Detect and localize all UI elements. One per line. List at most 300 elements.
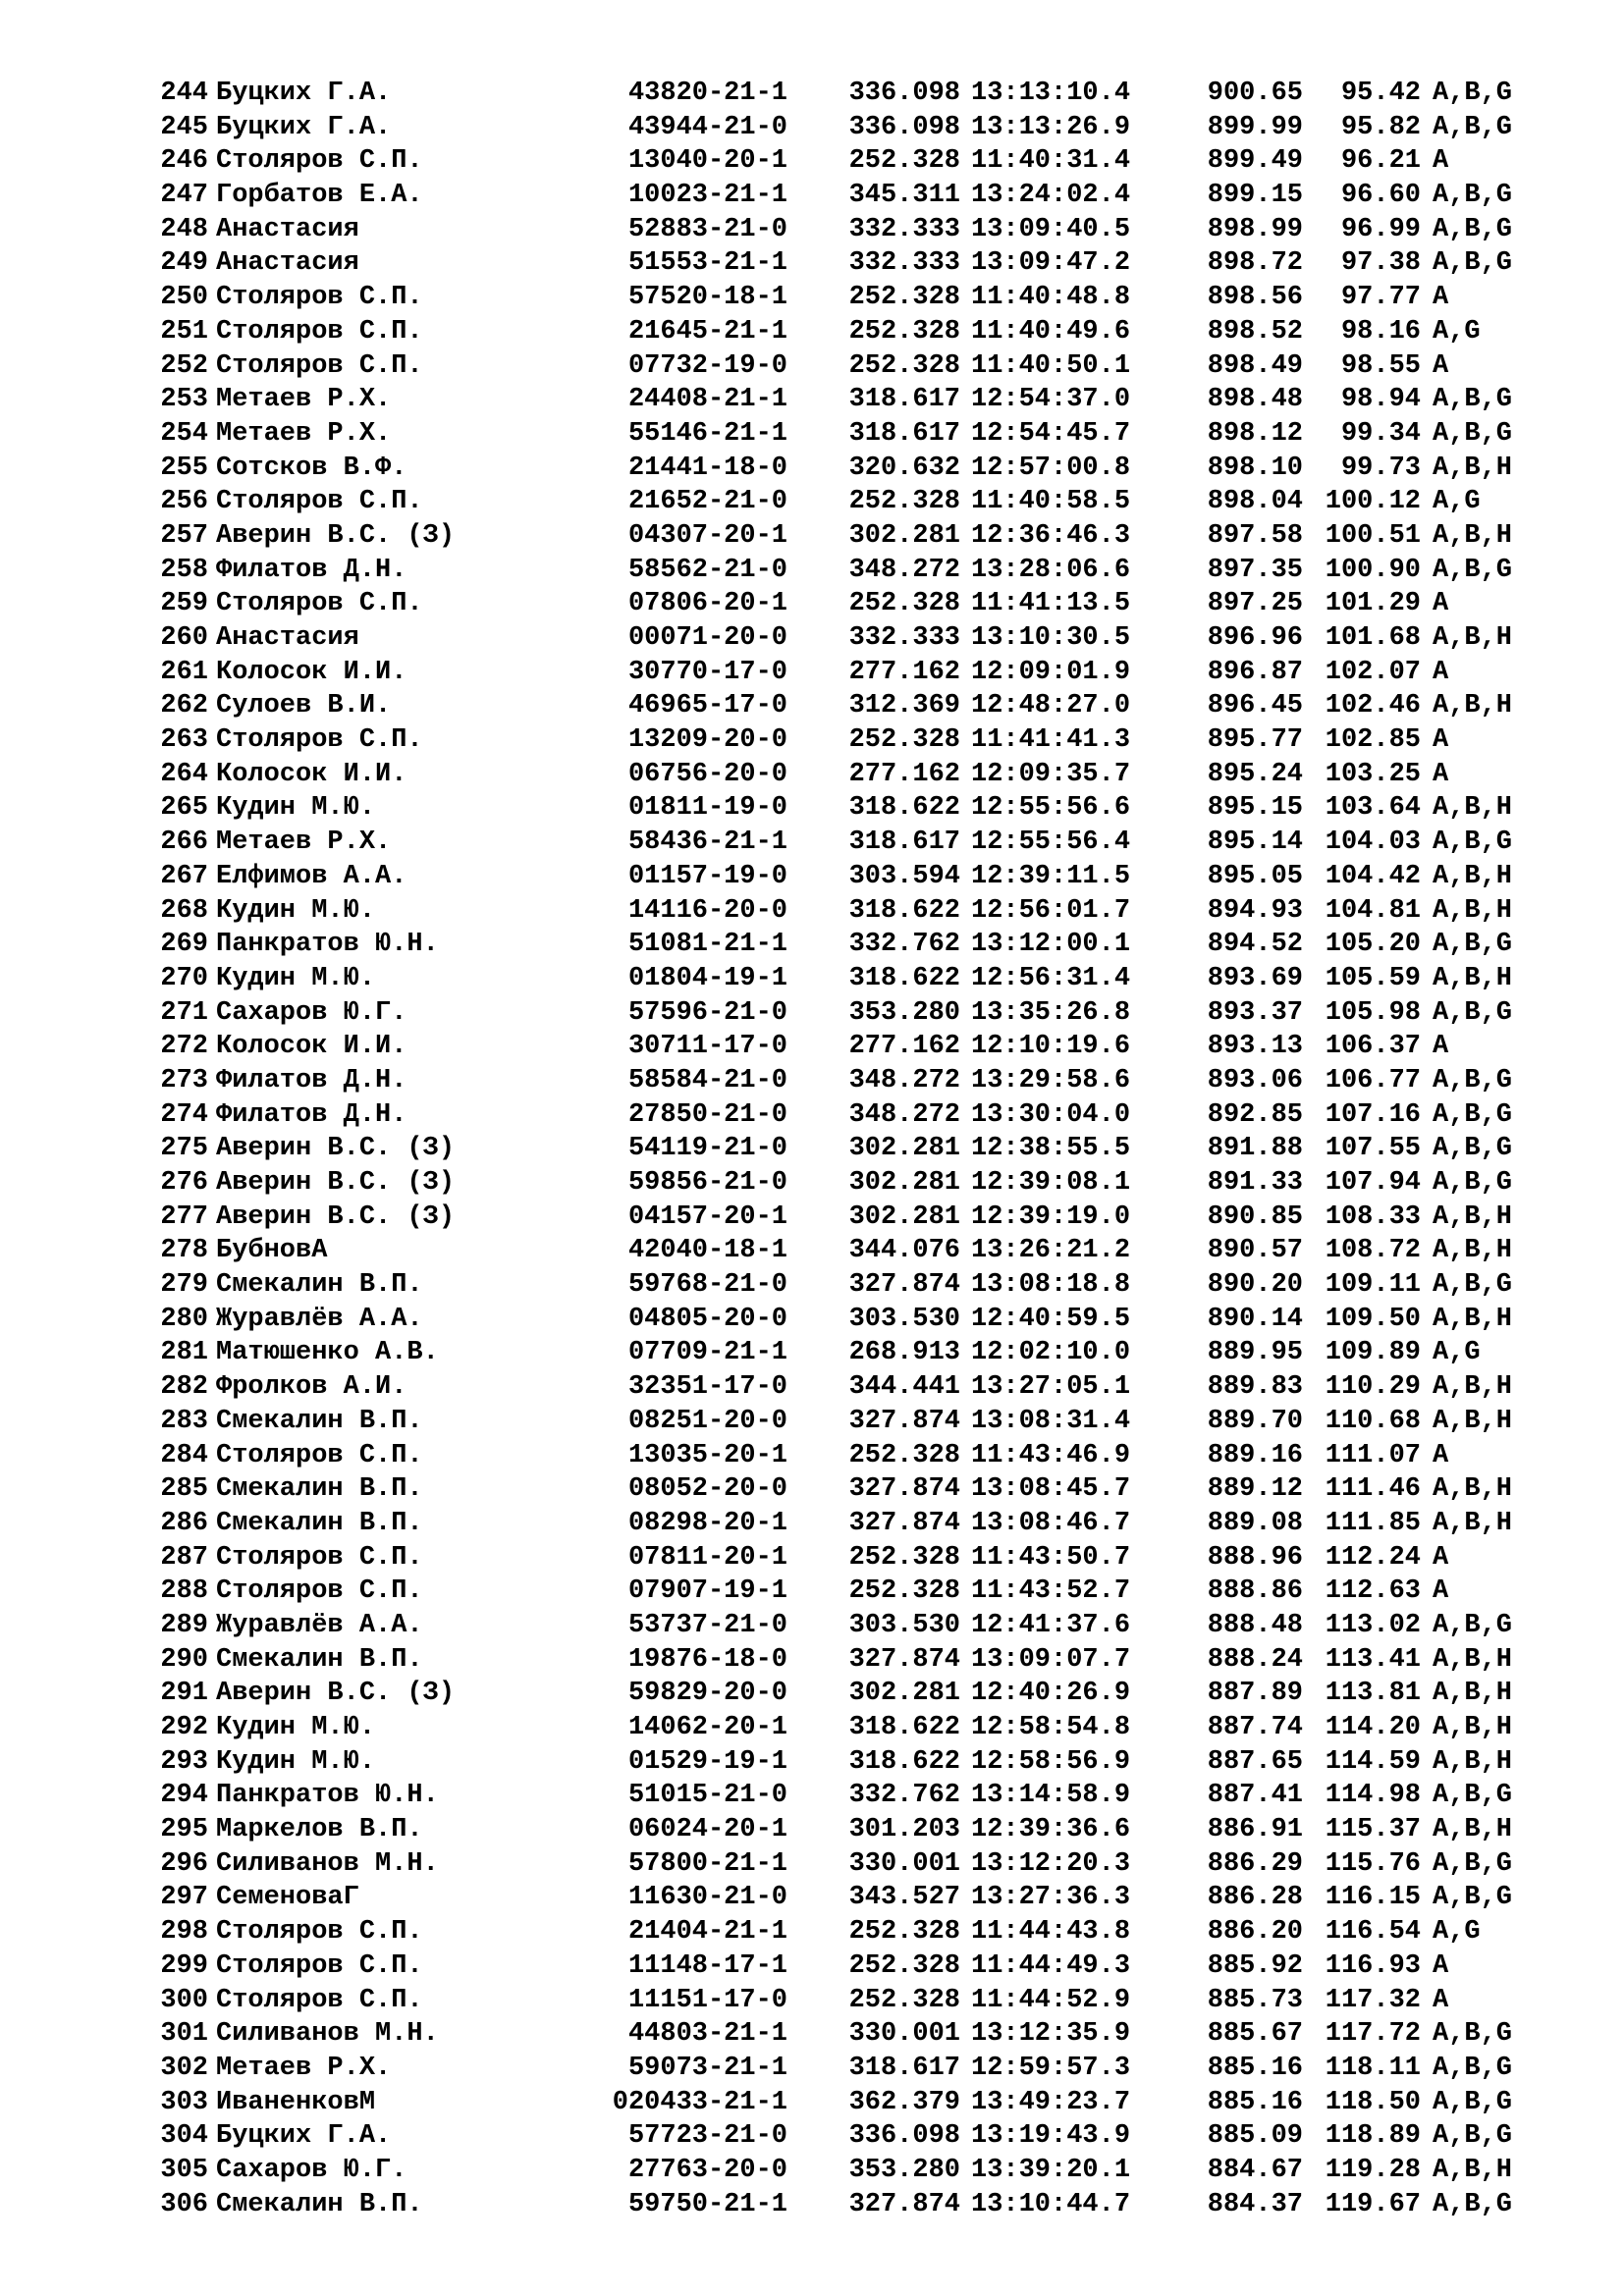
categories-cell: A,B,G <box>1433 418 1513 449</box>
place-cell: 248 <box>160 214 208 244</box>
place-cell: 288 <box>160 1576 208 1607</box>
name-cell: Сулоев В.И. <box>216 691 392 721</box>
ring-number-cell: 10023-21-1 <box>627 181 787 211</box>
arrival-time-cell: 13:35:26.8 <box>971 997 1131 1028</box>
categories-cell: A,B,H <box>1433 623 1513 653</box>
name-cell: Колосок И.И. <box>216 1032 407 1062</box>
categories-cell: A,B,H <box>1433 895 1513 926</box>
distance-cell: 252.328 <box>848 1542 960 1573</box>
coefficient-cell: 118.11 <box>1325 2053 1421 2083</box>
place-cell: 260 <box>160 623 208 653</box>
ring-number-cell: 01157-19-0 <box>627 861 787 891</box>
arrival-time-cell: 11:43:50.7 <box>971 1542 1131 1573</box>
ring-number-cell: 21645-21-1 <box>627 316 787 347</box>
categories-cell: A <box>1433 350 1449 381</box>
distance-cell: 302.281 <box>848 520 960 551</box>
ring-number-cell: 07811-20-1 <box>627 1542 787 1573</box>
place-cell: 259 <box>160 589 208 619</box>
name-cell: Силиванов М.Н. <box>216 2019 439 2050</box>
place-cell: 305 <box>160 2155 208 2185</box>
arrival-time-cell: 13:08:45.7 <box>971 1474 1131 1505</box>
categories-cell: A <box>1433 657 1449 687</box>
speed-cell: 886.91 <box>1207 1815 1303 1845</box>
arrival-time-cell: 13:19:43.9 <box>971 2121 1131 2152</box>
distance-cell: 332.333 <box>848 248 960 279</box>
ring-number-cell: 59856-21-0 <box>627 1168 787 1198</box>
categories-cell: A,G <box>1433 487 1481 517</box>
ring-number-cell: 07709-21-1 <box>627 1338 787 1368</box>
distance-cell: 318.617 <box>848 2053 960 2083</box>
categories-cell: A,B,G <box>1433 930 1513 960</box>
distance-cell: 252.328 <box>848 1917 960 1948</box>
categories-cell: A,B,H <box>1433 1815 1513 1845</box>
coefficient-cell: 102.07 <box>1325 657 1421 687</box>
categories-cell: A,B,H <box>1433 1304 1513 1334</box>
place-cell: 257 <box>160 520 208 551</box>
categories-cell: A,B,H <box>1433 1372 1513 1403</box>
place-cell: 273 <box>160 1065 208 1095</box>
categories-cell: A,B,G <box>1433 214 1513 244</box>
speed-cell: 889.16 <box>1207 1440 1303 1470</box>
ring-number-cell: 11148-17-1 <box>627 1950 787 1981</box>
speed-cell: 898.48 <box>1207 385 1303 415</box>
name-cell: Столяров С.П. <box>216 283 423 313</box>
ring-number-cell: 24408-21-1 <box>627 385 787 415</box>
arrival-time-cell: 13:09:40.5 <box>971 214 1131 244</box>
coefficient-cell: 116.54 <box>1325 1917 1421 1948</box>
name-cell: Силиванов М.Н. <box>216 1848 439 1879</box>
name-cell: Метаев Р.Х. <box>216 418 392 449</box>
name-cell: Столяров С.П. <box>216 1576 423 1607</box>
arrival-time-cell: 13:28:06.6 <box>971 555 1131 585</box>
ring-number-cell: 21441-18-0 <box>627 453 787 483</box>
categories-cell: A,B,G <box>1433 1883 1513 1913</box>
speed-cell: 894.93 <box>1207 895 1303 926</box>
categories-cell: A,B,H <box>1433 520 1513 551</box>
coefficient-cell: 96.60 <box>1340 181 1421 211</box>
name-cell: Аверин В.С. (З) <box>216 1134 456 1164</box>
distance-cell: 318.622 <box>848 1713 960 1742</box>
categories-cell: A,B,G <box>1433 2019 1513 2050</box>
arrival-time-cell: 13:12:35.9 <box>971 2019 1131 2050</box>
distance-cell: 318.622 <box>848 793 960 824</box>
speed-cell: 898.49 <box>1207 350 1303 381</box>
coefficient-cell: 117.72 <box>1325 2019 1421 2050</box>
ring-number-cell: 58436-21-1 <box>627 828 787 858</box>
ring-number-cell: 19876-18-0 <box>627 1644 787 1675</box>
arrival-time-cell: 12:02:10.0 <box>971 1338 1131 1368</box>
distance-cell: 318.617 <box>848 385 960 415</box>
name-cell: Журавлёв А.А. <box>216 1610 423 1640</box>
arrival-time-cell: 12:39:19.0 <box>971 1201 1131 1232</box>
ring-number-cell: 11151-17-0 <box>627 1985 787 2015</box>
place-cell: 287 <box>160 1542 208 1573</box>
distance-cell: 303.530 <box>848 1610 960 1640</box>
distance-cell: 336.098 <box>848 2121 960 2152</box>
distance-cell: 330.001 <box>848 2019 960 2050</box>
categories-cell: A,B,H <box>1433 963 1513 993</box>
ring-number-cell: 21404-21-1 <box>627 1917 787 1948</box>
arrival-time-cell: 12:40:59.5 <box>971 1304 1131 1334</box>
place-cell: 263 <box>160 725 208 756</box>
arrival-time-cell: 13:29:58.6 <box>971 1065 1131 1095</box>
distance-cell: 353.280 <box>848 997 960 1028</box>
coefficient-cell: 96.99 <box>1340 214 1421 244</box>
name-cell: Смекалин В.П. <box>216 1270 423 1301</box>
arrival-time-cell: 13:14:58.9 <box>971 1781 1131 1811</box>
place-cell: 292 <box>160 1713 208 1742</box>
distance-cell: 345.311 <box>848 181 960 211</box>
distance-cell: 327.874 <box>848 1508 960 1538</box>
coefficient-cell: 110.68 <box>1325 1406 1421 1436</box>
speed-cell: 897.25 <box>1207 589 1303 619</box>
name-cell: Елфимов А.А. <box>216 861 407 891</box>
categories-cell: A,B,G <box>1433 1781 1513 1811</box>
ring-number-cell: 08052-20-0 <box>627 1474 787 1505</box>
place-cell: 269 <box>160 930 208 960</box>
distance-cell: 302.281 <box>848 1134 960 1164</box>
coefficient-cell: 105.98 <box>1325 997 1421 1028</box>
distance-cell: 332.762 <box>848 1781 960 1811</box>
name-cell: Сахаров Ю.Г. <box>216 2155 407 2185</box>
name-cell: Матюшенко А.В. <box>216 1338 439 1368</box>
speed-cell: 886.28 <box>1207 1883 1303 1913</box>
place-cell: 271 <box>160 997 208 1028</box>
speed-cell: 898.04 <box>1207 487 1303 517</box>
ring-number-cell: 21652-21-0 <box>627 487 787 517</box>
speed-cell: 887.65 <box>1207 1746 1303 1777</box>
categories-cell: A <box>1433 725 1449 756</box>
arrival-time-cell: 11:44:52.9 <box>971 1985 1131 2015</box>
ring-number-cell: 13035-20-1 <box>627 1440 787 1470</box>
arrival-time-cell: 13:27:36.3 <box>971 1883 1131 1913</box>
place-cell: 286 <box>160 1508 208 1538</box>
name-cell: Метаев Р.Х. <box>216 2053 392 2083</box>
speed-cell: 893.69 <box>1207 963 1303 993</box>
place-cell: 293 <box>160 1746 208 1777</box>
distance-cell: 327.874 <box>848 1474 960 1505</box>
name-cell: Кудин М.Ю. <box>216 1713 376 1742</box>
speed-cell: 898.99 <box>1207 214 1303 244</box>
name-cell: Аверин В.С. (З) <box>216 1679 456 1709</box>
ring-number-cell: 01529-19-1 <box>627 1746 787 1777</box>
name-cell: Сотсков В.Ф. <box>216 453 407 483</box>
name-cell: Фролков А.И. <box>216 1372 407 1403</box>
categories-cell: A,B,G <box>1433 1848 1513 1879</box>
name-cell: ИваненковМ <box>216 2087 376 2117</box>
distance-cell: 327.874 <box>848 1644 960 1675</box>
name-cell: Буцких Г.А. <box>216 112 392 142</box>
categories-cell: A,B,G <box>1433 1610 1513 1640</box>
speed-cell: 895.14 <box>1207 828 1303 858</box>
coefficient-cell: 97.38 <box>1340 248 1421 279</box>
distance-cell: 348.272 <box>848 1065 960 1095</box>
categories-cell: A,B,G <box>1433 828 1513 858</box>
ring-number-cell: 57596-21-0 <box>627 997 787 1028</box>
coefficient-cell: 109.50 <box>1325 1304 1421 1334</box>
name-cell: БубновА <box>216 1236 328 1266</box>
ring-number-cell: 55146-21-1 <box>627 418 787 449</box>
coefficient-cell: 112.63 <box>1325 1576 1421 1607</box>
coefficient-cell: 107.55 <box>1325 1134 1421 1164</box>
speed-cell: 888.48 <box>1207 1610 1303 1640</box>
place-cell: 272 <box>160 1032 208 1062</box>
arrival-time-cell: 12:10:19.6 <box>971 1032 1131 1062</box>
arrival-time-cell: 13:08:46.7 <box>971 1508 1131 1538</box>
coefficient-cell: 109.89 <box>1325 1338 1421 1368</box>
categories-cell: A,B,G <box>1433 79 1513 108</box>
name-cell: Анастасия <box>216 214 359 244</box>
place-cell: 245 <box>160 112 208 142</box>
place-cell: 290 <box>160 1644 208 1675</box>
name-cell: Смекалин В.П. <box>216 1474 423 1505</box>
coefficient-cell: 111.46 <box>1325 1474 1421 1505</box>
name-cell: Метаев Р.Х. <box>216 385 392 415</box>
speed-cell: 890.57 <box>1207 1236 1303 1266</box>
distance-cell: 318.622 <box>848 895 960 926</box>
arrival-time-cell: 13:12:20.3 <box>971 1848 1131 1879</box>
categories-cell: A,B,G <box>1433 555 1513 585</box>
speed-cell: 892.85 <box>1207 1099 1303 1130</box>
name-cell: Панкратов Ю.Н. <box>216 930 439 960</box>
arrival-time-cell: 12:55:56.6 <box>971 793 1131 824</box>
categories-cell: A,G <box>1433 1338 1481 1368</box>
coefficient-cell: 116.93 <box>1325 1950 1421 1981</box>
ring-number-cell: 59768-21-0 <box>627 1270 787 1301</box>
place-cell: 277 <box>160 1201 208 1232</box>
coefficient-cell: 103.25 <box>1325 759 1421 789</box>
name-cell: Столяров С.П. <box>216 1950 423 1981</box>
arrival-time-cell: 12:41:37.6 <box>971 1610 1131 1640</box>
speed-cell: 893.13 <box>1207 1032 1303 1062</box>
speed-cell: 895.05 <box>1207 861 1303 891</box>
name-cell: Кудин М.Ю. <box>216 895 376 926</box>
ring-number-cell: 27763-20-0 <box>627 2155 787 2185</box>
name-cell: Столяров С.П. <box>216 487 423 517</box>
speed-cell: 886.20 <box>1207 1917 1303 1948</box>
name-cell: Смекалин В.П. <box>216 1406 423 1436</box>
name-cell: Горбатов Е.А. <box>216 181 423 211</box>
ring-number-cell: 51553-21-1 <box>627 248 787 279</box>
speed-cell: 896.87 <box>1207 657 1303 687</box>
ring-number-cell: 42040-18-1 <box>627 1236 787 1266</box>
place-cell: 250 <box>160 283 208 313</box>
coefficient-cell: 119.67 <box>1325 2189 1421 2219</box>
coefficient-cell: 96.21 <box>1340 146 1421 177</box>
name-cell: Смекалин В.П. <box>216 2189 423 2219</box>
name-cell: Смекалин В.П. <box>216 1644 423 1675</box>
place-cell: 262 <box>160 691 208 721</box>
categories-cell: A <box>1433 283 1449 313</box>
categories-cell: A,B,G <box>1433 1065 1513 1095</box>
name-cell: Маркелов В.П. <box>216 1815 423 1845</box>
distance-cell: 362.379 <box>848 2087 960 2117</box>
arrival-time-cell: 13:30:04.0 <box>971 1099 1131 1130</box>
name-cell: Столяров С.П. <box>216 589 423 619</box>
coefficient-cell: 105.20 <box>1325 930 1421 960</box>
categories-cell: A,B,G <box>1433 1099 1513 1130</box>
ring-number-cell: 51081-21-1 <box>627 930 787 960</box>
ring-number-cell: 11630-21-0 <box>627 1883 787 1913</box>
ring-number-cell: 13209-20-0 <box>627 725 787 756</box>
name-cell: Столяров С.П. <box>216 146 423 177</box>
speed-cell: 899.49 <box>1207 146 1303 177</box>
distance-cell: 327.874 <box>848 2189 960 2219</box>
name-cell: Столяров С.П. <box>216 725 423 756</box>
coefficient-cell: 119.28 <box>1325 2155 1421 2185</box>
place-cell: 297 <box>160 1883 208 1913</box>
categories-cell: A,B,H <box>1433 1236 1513 1266</box>
categories-cell: A <box>1433 589 1449 619</box>
categories-cell: A,B,G <box>1433 112 1513 142</box>
categories-cell: A <box>1433 1032 1449 1062</box>
place-cell: 255 <box>160 453 208 483</box>
coefficient-cell: 103.64 <box>1325 793 1421 824</box>
place-cell: 299 <box>160 1950 208 1981</box>
distance-cell: 252.328 <box>848 1440 960 1470</box>
arrival-time-cell: 11:44:43.8 <box>971 1917 1131 1948</box>
speed-cell: 898.56 <box>1207 283 1303 313</box>
arrival-time-cell: 12:57:00.8 <box>971 453 1131 483</box>
place-cell: 267 <box>160 861 208 891</box>
coefficient-cell: 114.59 <box>1325 1746 1421 1777</box>
place-cell: 304 <box>160 2121 208 2152</box>
coefficient-cell: 102.46 <box>1325 691 1421 721</box>
distance-cell: 330.001 <box>848 1848 960 1879</box>
place-cell: 298 <box>160 1917 208 1948</box>
distance-cell: 252.328 <box>848 1576 960 1607</box>
name-cell: Сахаров Ю.Г. <box>216 997 407 1028</box>
place-cell: 274 <box>160 1099 208 1130</box>
speed-cell: 885.92 <box>1207 1950 1303 1981</box>
speed-cell: 893.37 <box>1207 997 1303 1028</box>
distance-cell: 277.162 <box>848 759 960 789</box>
categories-cell: A,B,H <box>1433 1508 1513 1538</box>
categories-cell: A,B,H <box>1433 1201 1513 1232</box>
categories-cell: A,B,H <box>1433 1474 1513 1505</box>
ring-number-cell: 32351-17-0 <box>627 1372 787 1403</box>
ring-number-cell: 04157-20-1 <box>627 1201 787 1232</box>
coefficient-cell: 114.98 <box>1325 1781 1421 1811</box>
coefficient-cell: 100.51 <box>1325 520 1421 551</box>
arrival-time-cell: 13:09:47.2 <box>971 248 1131 279</box>
coefficient-cell: 113.81 <box>1325 1679 1421 1709</box>
distance-cell: 336.098 <box>848 79 960 108</box>
speed-cell: 889.08 <box>1207 1508 1303 1538</box>
arrival-time-cell: 12:58:54.8 <box>971 1713 1131 1742</box>
place-cell: 270 <box>160 963 208 993</box>
ring-number-cell: 07806-20-1 <box>627 589 787 619</box>
coefficient-cell: 100.90 <box>1325 555 1421 585</box>
coefficient-cell: 111.85 <box>1325 1508 1421 1538</box>
coefficient-cell: 118.50 <box>1325 2087 1421 2117</box>
ring-number-cell: 54119-21-0 <box>627 1134 787 1164</box>
categories-cell: A,B,H <box>1433 1644 1513 1675</box>
arrival-time-cell: 11:43:52.7 <box>971 1576 1131 1607</box>
ring-number-cell: 06024-20-1 <box>627 1815 787 1845</box>
ring-number-cell: 30711-17-0 <box>627 1032 787 1062</box>
name-cell: Столяров С.П. <box>216 350 423 381</box>
place-cell: 275 <box>160 1134 208 1164</box>
arrival-time-cell: 13:49:23.7 <box>971 2087 1131 2117</box>
place-cell: 249 <box>160 248 208 279</box>
place-cell: 301 <box>160 2019 208 2050</box>
coefficient-cell: 108.72 <box>1325 1236 1421 1266</box>
speed-cell: 897.35 <box>1207 555 1303 585</box>
coefficient-cell: 110.29 <box>1325 1372 1421 1403</box>
place-cell: 252 <box>160 350 208 381</box>
arrival-time-cell: 13:26:21.2 <box>971 1236 1131 1266</box>
arrival-time-cell: 13:12:00.1 <box>971 930 1131 960</box>
arrival-time-cell: 12:36:46.3 <box>971 520 1131 551</box>
distance-cell: 252.328 <box>848 487 960 517</box>
place-cell: 276 <box>160 1168 208 1198</box>
coefficient-cell: 106.77 <box>1325 1065 1421 1095</box>
categories-cell: A,B,G <box>1433 1270 1513 1301</box>
ring-number-cell: 04307-20-1 <box>627 520 787 551</box>
place-cell: 295 <box>160 1815 208 1845</box>
categories-cell: A,B,H <box>1433 1713 1513 1742</box>
ring-number-cell: 52883-21-0 <box>627 214 787 244</box>
name-cell: Аверин В.С. (З) <box>216 520 456 551</box>
coefficient-cell: 102.85 <box>1325 725 1421 756</box>
name-cell: Столяров С.П. <box>216 316 423 347</box>
arrival-time-cell: 13:08:18.8 <box>971 1270 1131 1301</box>
speed-cell: 885.73 <box>1207 1985 1303 2015</box>
coefficient-cell: 104.81 <box>1325 895 1421 926</box>
speed-cell: 896.45 <box>1207 691 1303 721</box>
place-cell: 289 <box>160 1610 208 1640</box>
ring-number-cell: 57800-21-1 <box>627 1848 787 1879</box>
coefficient-cell: 95.42 <box>1340 79 1421 108</box>
arrival-time-cell: 11:40:31.4 <box>971 146 1131 177</box>
speed-cell: 884.37 <box>1207 2189 1303 2219</box>
place-cell: 265 <box>160 793 208 824</box>
speed-cell: 897.58 <box>1207 520 1303 551</box>
ring-number-cell: 01804-19-1 <box>627 963 787 993</box>
categories-cell: A,B,H <box>1433 2155 1513 2185</box>
distance-cell: 320.632 <box>848 453 960 483</box>
categories-cell: A,B,G <box>1433 248 1513 279</box>
arrival-time-cell: 12:39:08.1 <box>971 1168 1131 1198</box>
categories-cell: A,B,G <box>1433 2087 1513 2117</box>
name-cell: Колосок И.И. <box>216 657 407 687</box>
distance-cell: 336.098 <box>848 112 960 142</box>
ring-number-cell: 53737-21-0 <box>627 1610 787 1640</box>
ring-number-cell: 30770-17-0 <box>627 657 787 687</box>
arrival-time-cell: 11:43:46.9 <box>971 1440 1131 1470</box>
name-cell: Кудин М.Ю. <box>216 793 376 824</box>
speed-cell: 885.16 <box>1207 2087 1303 2117</box>
ring-number-cell: 06756-20-0 <box>627 759 787 789</box>
name-cell: Столяров С.П. <box>216 1542 423 1573</box>
arrival-time-cell: 11:40:50.1 <box>971 350 1131 381</box>
arrival-time-cell: 12:38:55.5 <box>971 1134 1131 1164</box>
speed-cell: 889.83 <box>1207 1372 1303 1403</box>
place-cell: 261 <box>160 657 208 687</box>
coefficient-cell: 104.42 <box>1325 861 1421 891</box>
coefficient-cell: 112.24 <box>1325 1542 1421 1573</box>
ring-number-cell: 07907-19-1 <box>627 1576 787 1607</box>
ring-number-cell: 07732-19-0 <box>627 350 787 381</box>
speed-cell: 885.67 <box>1207 2019 1303 2050</box>
speed-cell: 890.85 <box>1207 1201 1303 1232</box>
distance-cell: 252.328 <box>848 350 960 381</box>
place-cell: 302 <box>160 2053 208 2083</box>
categories-cell: A,G <box>1433 1917 1481 1948</box>
arrival-time-cell: 13:13:26.9 <box>971 112 1131 142</box>
distance-cell: 277.162 <box>848 657 960 687</box>
